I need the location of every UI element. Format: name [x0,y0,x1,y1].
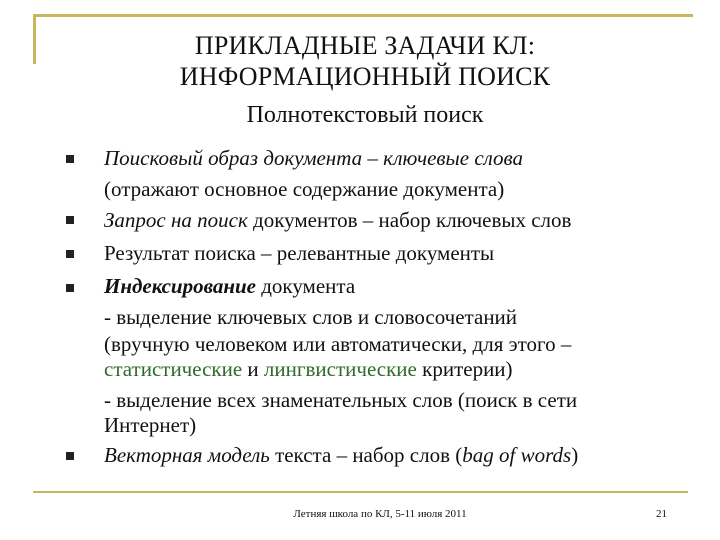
page-number: 21 [656,508,667,520]
frame-bottom-rule [33,491,688,493]
term: Запрос на поиск [104,208,248,232]
highlight-term: статистические [104,357,243,381]
list-item-continuation: (вручную человеком или автоматически, для этого – [104,332,572,356]
bullet-icon [66,250,74,258]
term: Индексирование [104,274,256,298]
frame-left-rule [33,14,36,64]
list-item-continuation: - выделение всех знаменательных слов (поиск в сети [104,388,578,412]
term: bag of words [462,443,572,467]
text: документов – набор ключевых слов [247,208,572,232]
text: документа [255,274,356,298]
text: текста – набор слов ( [269,443,463,467]
list-item [104,442,578,468]
list-item-continuation: Интернет) [104,413,197,437]
term: ключевые слова [383,146,524,170]
term: Поисковый образ документа [104,146,363,170]
list-item [104,145,523,171]
list-item: Результат поиска – релевантные документы [104,241,495,265]
text: критерии) [416,357,513,381]
list-item-continuation [104,356,513,382]
bullet-icon [66,216,74,224]
text: ) [571,443,579,467]
list-item [104,207,571,233]
list-item-continuation: - выделение ключевых слов и словосочетаний [104,305,518,329]
text: и [242,357,264,381]
text: – [362,146,384,170]
highlight-term: лингвистические [263,357,417,381]
list-item-continuation: (отражают основное содержание документа) [104,177,505,201]
frame-top-rule [33,14,693,17]
bullet-icon [66,284,74,292]
slide-title-line-2: ИНФОРМАЦИОННЫЙ ПОИСК [179,62,551,91]
slide-title-line-1: ПРИКЛАДНЫЕ ЗАДАЧИ КЛ: [194,31,536,60]
slide-footer: Летняя школа по КЛ, 5-11 июля 2011 [293,508,467,520]
slide-subtitle: Полнотекстовый поиск [246,102,484,128]
bullet-icon [66,452,74,460]
term: Векторная модель [104,443,270,467]
list-item [104,273,355,299]
bullet-icon [66,155,74,163]
